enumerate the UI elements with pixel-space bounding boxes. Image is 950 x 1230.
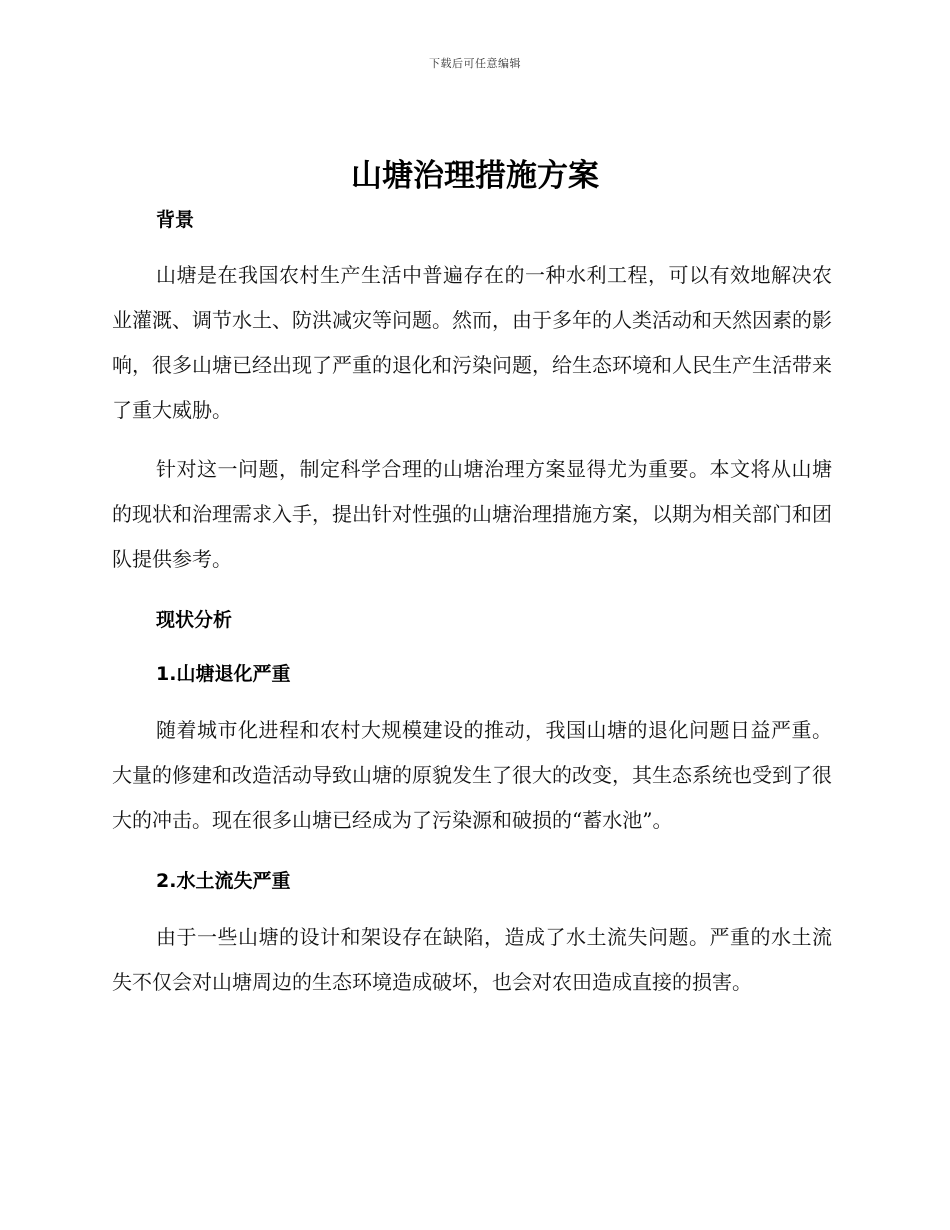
subheading-item-2: 2.水土流失严重 [156,870,291,892]
document-title: 山塘治理措施方案 [351,158,599,194]
subheading-item-1: 1.山塘退化严重 [156,663,291,685]
paragraph-item-1: 随着城市化进程和农村大规模建设的推动，我国山塘的退化问题日益严重。大量的修建和改造活动导致山塘的原貌发生了很大的改变，其生态系统也受到了很大的冲击。现在很多山塘已经成为了污染源和破损的“蓄水池”。 [112,718,832,832]
paragraph-item-2: 由于一些山塘的设计和架设存在缺陷，造成了水土流失问题。严重的水土流失不仅会对山塘周边的生态环境造成破坏，也会对农田造成直接的损害。 [112,925,832,994]
header-note: 下载后可任意编辑 [429,57,521,70]
document-body [112,200,832,1005]
section-heading-background: 背景 [156,209,195,231]
paragraph-background-1: 山塘是在我国农村生产生活中普遍存在的一种水利工程，可以有效地解决农业灌溉、调节水土、防洪减灾等问题。然而，由于多年的人类活动和天然因素的影响，很多山塘已经出现了严重的退化和污染问题，给生态环境和人民生产生活带来了重大威胁。 [112,263,832,422]
paragraph-background-2: 针对这一问题，制定科学合理的山塘治理方案显得尤为重要。本文将从山塘的现状和治理需求入手，提出针对性强的山塘治理措施方案，以期为相关部门和团队提供参考。 [112,457,832,571]
section-heading-status: 现状分析 [156,609,233,631]
